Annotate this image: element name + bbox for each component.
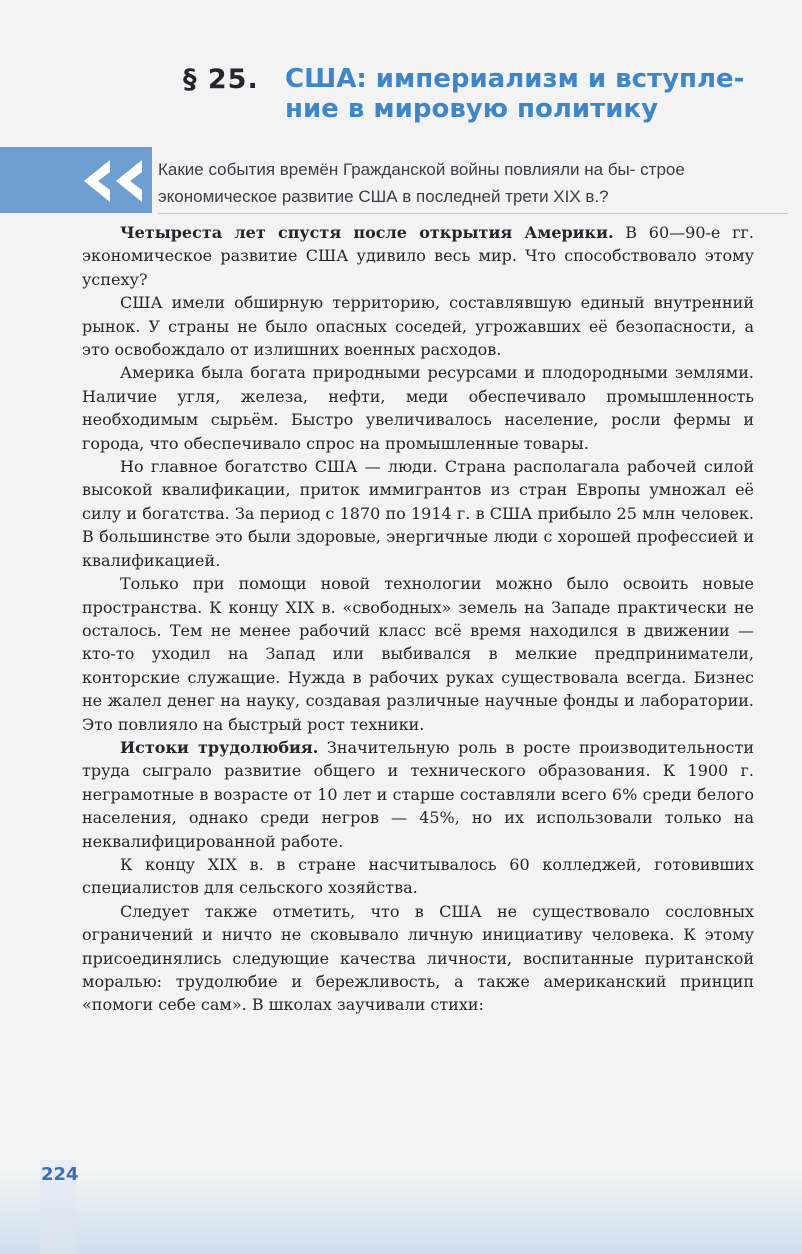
paragraph-text: Следует также отметить, что в США не существовало сословных ограничений и ничто не сковывало личную инициативу человека. К этому присоединялись следующие качества личности, воспитанные пуританской моралью: трудолюбие и бережливость, а также американский принцип «помоги себе сам». В школах заучивали стихи: [82,901,754,1015]
paragraph-text: Только при помощи новой технологии можно было освоить новые пространства. К концу XIX в. «свободных» земель на Западе практически не осталось. Тем не менее рабочий класс всё время находился в движении — кто-то уходил на Запад или выбивался в мелкие предприниматели, конторские служащие. Нужда в рабочих руках существовала всегда. Бизнес не жалел денег на науку, создавая различные научные фонды и лаборатории. Это повлияло на быстрый рост техники. [82,574,754,734]
paragraph [82,291,754,361]
bottom-gradient [0,1170,802,1254]
paragraph [82,736,754,853]
section-number: § 25. [183,64,259,95]
section-title: США: империализм и вступле- ние в мировую политику [285,64,745,124]
paragraph [82,853,754,900]
paragraph [82,900,754,1017]
paragraph [82,361,754,455]
paragraph-lead: Истоки трудолюбия. [120,737,319,757]
paragraph [82,221,754,291]
paragraph-text: В 60—90-е гг. экономическое развитие США удивило весь мир. Что способствовало этому успеху? [82,223,754,289]
page-number: 224 [41,1164,79,1185]
lead-divider [158,213,788,214]
paragraph-text: К концу XIX в. в стране насчитывалось 60 колледжей, готовивших специалистов для сельского хозяйства. [82,854,754,898]
paragraph-text: США имели обширную территорию, составлявшую единый внутренний рынок. У страны не было опасных соседей, угрожавших её безопасности, а это освобождало от излишних военных расходов. [82,293,754,360]
double-left-chevron-icon [80,156,146,206]
paragraph [82,572,754,736]
paragraph-lead: Четыреста лет спустя после открытия Америки. [120,223,614,242]
main-text [82,221,754,1017]
paragraph-text: Америка была богата природными ресурсами и плодородными землями. Наличие угля, железа, нефти, меди обеспечивало промышленность необходимым сырьём. Быстро увеличивалось население, росли фермы и города, что обеспечивало спрос на промышленные товары. [82,363,754,453]
paragraph [82,455,754,572]
paragraph-text: Значительную роль в росте производительности труда сыграло развитие общего и технического образования. К 1900 г. неграмотные в возрасте от 10 лет и старше составляли всего 6% среди белого населения, однако среди негров — 45%, но их использовали только на неквалифицированной работе. [82,737,755,851]
lead-question: Какие события времён Гражданской войны повлияли на бы- строе экономическое развитие США в последней трети XIX в.? [158,160,685,206]
paragraph-text: Но главное богатство США — люди. Страна располагала рабочей силой высокой квалификации, приток иммигрантов из стран Европы умножал её силу и богатства. За период с 1870 по 1914 г. в США прибыло 25 млн человек. В большинстве это были здоровые, энергичные люди с хорошей профессией и квалификацией. [82,457,754,570]
